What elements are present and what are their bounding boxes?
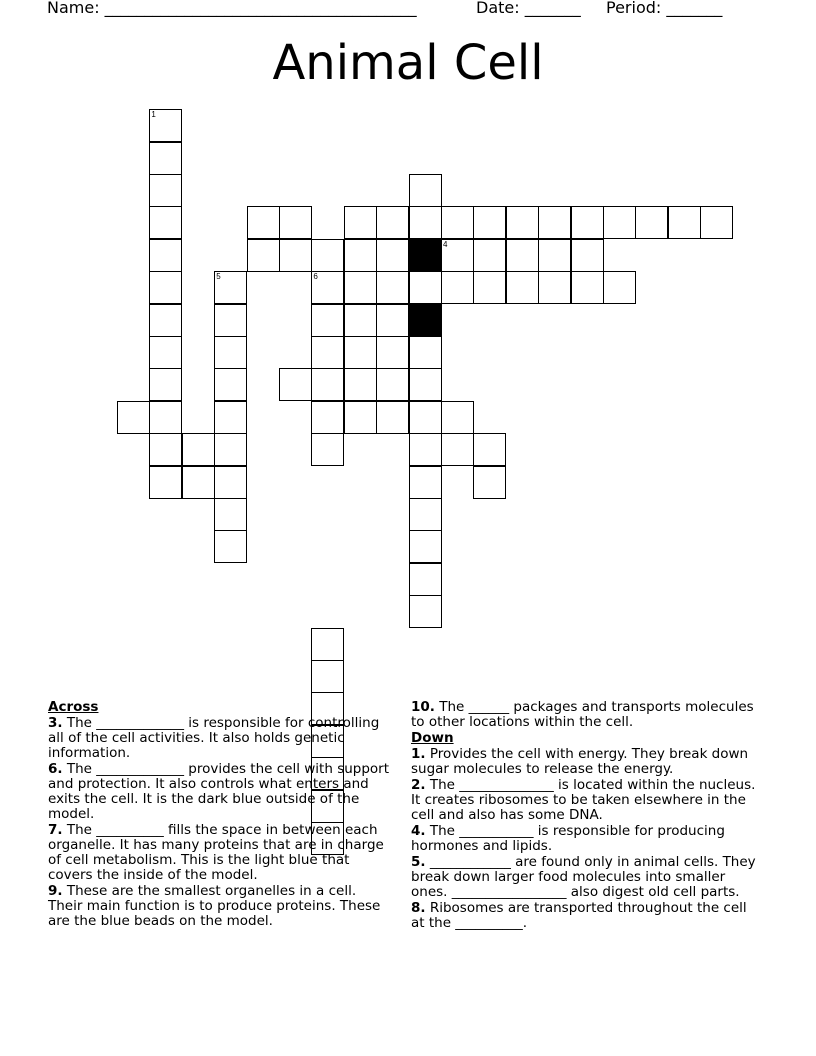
crossword-cell[interactable]: [376, 336, 409, 369]
crossword-cell[interactable]: [506, 239, 539, 272]
crossword-cell[interactable]: [344, 368, 377, 401]
crossword-cell[interactable]: [409, 368, 442, 401]
crossword-cell[interactable]: [603, 271, 636, 304]
crossword-cell[interactable]: [311, 433, 344, 466]
clue-text: ____________ are found only in animal cells. They break down larger food molecules into smaller ones. _________________ also digest old cell parts.: [411, 854, 756, 900]
crossword-cell[interactable]: [149, 466, 182, 499]
crossword-cell[interactable]: [409, 498, 442, 531]
crossword-cell[interactable]: [409, 336, 442, 369]
crossword-cell[interactable]: [311, 660, 344, 693]
clue-down-1: [411, 747, 761, 777]
crossword-cell[interactable]: [311, 628, 344, 661]
crossword-cell[interactable]: [117, 401, 150, 434]
crossword-cell[interactable]: [149, 336, 182, 369]
crossword-cell[interactable]: [376, 239, 409, 272]
crossword-cell[interactable]: [214, 336, 247, 369]
clue-number-label: 6: [313, 272, 318, 282]
crossword-cell[interactable]: [409, 174, 442, 207]
crossword-cell[interactable]: [473, 239, 506, 272]
crossword-cell[interactable]: [214, 498, 247, 531]
clue-number: 8.: [411, 900, 426, 916]
crossword-cell[interactable]: [311, 336, 344, 369]
clue-text: Provides the cell with energy. They break down sugar molecules to release the energy.: [411, 746, 749, 777]
crossword-cell[interactable]: [149, 401, 182, 434]
crossword-cell[interactable]: [538, 239, 571, 272]
crossword-cell[interactable]: [441, 401, 474, 434]
crossword-cell[interactable]: [409, 530, 442, 563]
crossword-cell[interactable]: [409, 401, 442, 434]
clue-number: 6.: [48, 761, 63, 777]
page-title: Animal Cell: [272, 35, 544, 91]
crossword-cell[interactable]: [473, 271, 506, 304]
crossword-cell[interactable]: [214, 368, 247, 401]
crossword-cell[interactable]: [214, 466, 247, 499]
crossword-cell[interactable]: [700, 206, 733, 239]
crossword-cell[interactable]: [149, 433, 182, 466]
name-field[interactable]: Name: _______________________________________: [47, 0, 417, 17]
clues-column-right: [411, 700, 761, 932]
crossword-cell[interactable]: [149, 109, 182, 142]
clue-number: 3.: [48, 715, 63, 731]
crossword-cell[interactable]: [149, 239, 182, 272]
crossword-cell[interactable]: [506, 271, 539, 304]
clue-across-7: [48, 823, 393, 883]
crossword-cell[interactable]: [149, 206, 182, 239]
clue-text: The ___________ is responsible for producing hormones and lipids.: [411, 823, 725, 854]
clue-down-5: [411, 855, 761, 900]
crossword-cell[interactable]: [376, 206, 409, 239]
crossword-cell[interactable]: [603, 206, 636, 239]
crossword-cell[interactable]: [409, 563, 442, 596]
clue-across-6: [48, 762, 393, 822]
crossword-cell[interactable]: [214, 530, 247, 563]
clue-down-8: [411, 901, 761, 931]
clues-column-left: [48, 700, 393, 930]
clue-text: The _____________ is responsible for controlling all of the cell activities. It also holds genetic information.: [48, 715, 380, 761]
crossword-cell[interactable]: [635, 206, 668, 239]
clue-number: 10.: [411, 699, 435, 715]
clue-number: 4.: [411, 823, 426, 839]
crossword-cell[interactable]: [344, 206, 377, 239]
crossword-cell[interactable]: [441, 271, 474, 304]
crossword-cell[interactable]: [409, 595, 442, 628]
crossword-cell[interactable]: [279, 368, 312, 401]
crossword-cell[interactable]: [344, 336, 377, 369]
crossword-cell[interactable]: [409, 271, 442, 304]
crossword-cell[interactable]: [376, 368, 409, 401]
crossword-cell[interactable]: [344, 239, 377, 272]
crossword-cell[interactable]: [506, 206, 539, 239]
clue-text: The ______________ is located within the nucleus. It creates ribosomes to be taken elsewhere in the cell and also has some DNA.: [411, 777, 756, 823]
crossword-cell[interactable]: [441, 433, 474, 466]
crossword-cell[interactable]: [182, 433, 215, 466]
crossword-cell[interactable]: [149, 368, 182, 401]
crossword-cell[interactable]: [344, 304, 377, 337]
clue-text: Ribosomes are transported throughout the cell at the __________.: [411, 900, 747, 931]
crossword-cell[interactable]: [473, 206, 506, 239]
crossword-cell[interactable]: [376, 401, 409, 434]
crossword-cell[interactable]: [376, 271, 409, 304]
clue-down-4: [411, 824, 761, 854]
crossword-cell[interactable]: [344, 271, 377, 304]
clue-number-label: 1: [151, 110, 156, 120]
clue-number: 2.: [411, 777, 426, 793]
crossword-cell[interactable]: [311, 239, 344, 272]
crossword-cell[interactable]: [409, 466, 442, 499]
clue-number-label: 5: [216, 272, 221, 282]
crossword-cell[interactable]: [441, 206, 474, 239]
crossword-cell[interactable]: [409, 433, 442, 466]
down-heading: Down: [411, 730, 454, 746]
clue-across-10: [411, 700, 761, 730]
crossword-block: [409, 239, 442, 272]
crossword-cell[interactable]: [473, 466, 506, 499]
crossword-cell[interactable]: [344, 401, 377, 434]
crossword-cell[interactable]: [247, 239, 280, 272]
clue-number: 9.: [48, 883, 63, 899]
clue-text: The _____________ provides the cell with support and protection. It also controls what enters and exits the cell. It is the dark blue outside of the model.: [48, 761, 390, 822]
crossword-cell[interactable]: [182, 466, 215, 499]
crossword-cell[interactable]: [311, 271, 344, 304]
crossword-cell[interactable]: [149, 304, 182, 337]
crossword-cell[interactable]: [311, 368, 344, 401]
crossword-cell[interactable]: [409, 206, 442, 239]
crossword-cell[interactable]: [538, 271, 571, 304]
crossword-cell[interactable]: [311, 304, 344, 337]
crossword-cell[interactable]: [149, 271, 182, 304]
clue-number: 7.: [48, 822, 63, 838]
clue-text: These are the smallest organelles in a cell. Their main function is to produce proteins. These are the blue beads on the model.: [48, 883, 381, 929]
crossword-cell[interactable]: [571, 206, 604, 239]
clue-number: 1.: [411, 746, 426, 762]
crossword-cell[interactable]: [247, 206, 280, 239]
crossword-cell[interactable]: [279, 239, 312, 272]
across-heading: Across: [48, 699, 99, 715]
clue-across-3: [48, 716, 393, 761]
crossword-cell[interactable]: [214, 433, 247, 466]
crossword-cell[interactable]: [571, 271, 604, 304]
period-field[interactable]: Period: _______: [606, 0, 723, 17]
clue-number: 5.: [411, 854, 426, 870]
crossword-cell[interactable]: [149, 174, 182, 207]
crossword-block: [409, 304, 442, 337]
crossword-cell[interactable]: [214, 401, 247, 434]
clue-down-2: [411, 778, 761, 823]
crossword-cell[interactable]: [149, 142, 182, 175]
crossword-cell[interactable]: [214, 271, 247, 304]
crossword-cell[interactable]: [311, 401, 344, 434]
crossword-cell[interactable]: [538, 206, 571, 239]
clue-text: The ______ packages and transports molecules to other locations within the cell.: [411, 699, 754, 730]
date-field[interactable]: Date: _______: [476, 0, 581, 17]
crossword-cell[interactable]: [441, 239, 474, 272]
crossword-cell[interactable]: [571, 239, 604, 272]
crossword-cell[interactable]: [279, 206, 312, 239]
crossword-cell[interactable]: [668, 206, 701, 239]
crossword-cell[interactable]: [473, 433, 506, 466]
crossword-cell[interactable]: [376, 304, 409, 337]
clue-across-9: [48, 884, 393, 929]
clue-number-label: 4: [443, 239, 448, 249]
clue-text: The __________ fills the space in between each organelle. It has many proteins that are in charge of cell metabolism. This is the light blue that covers the inside of the model.: [48, 822, 384, 883]
crossword-cell[interactable]: [214, 304, 247, 337]
